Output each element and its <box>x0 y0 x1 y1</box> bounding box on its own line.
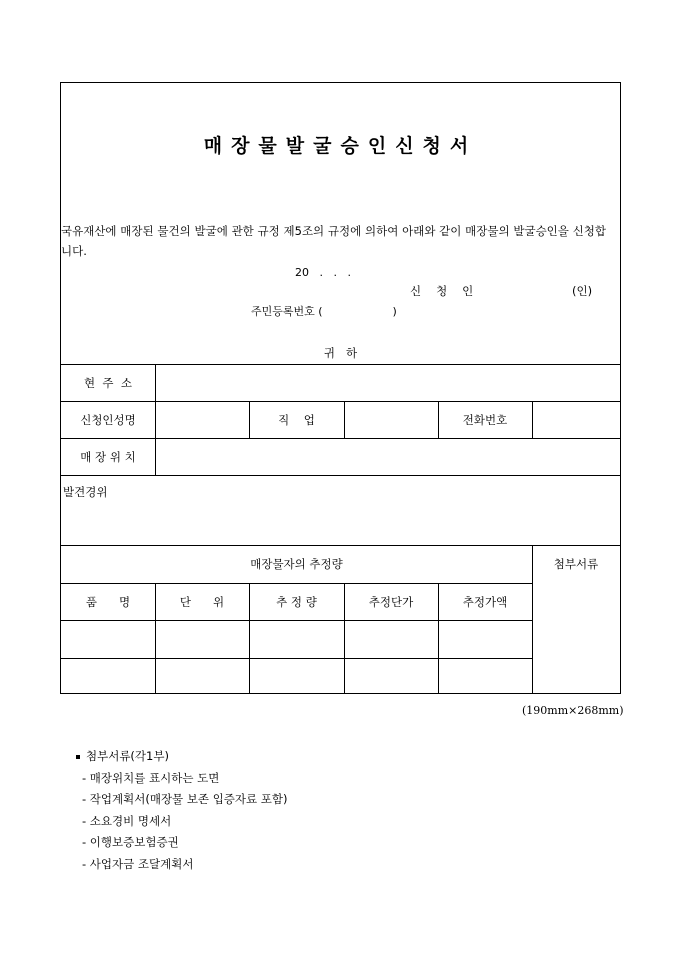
applicant-name-field[interactable] <box>155 401 249 438</box>
address-field[interactable] <box>155 364 620 401</box>
list-item: - 사업자금 조달계획서 <box>82 856 194 871</box>
column-header-unit: 단 위 <box>179 594 225 609</box>
location-field[interactable] <box>155 438 620 475</box>
phone-label: 전화번호 <box>462 412 508 427</box>
recipient-line: 귀 하 <box>323 346 358 360</box>
attachments-heading-text: 첨부서류(각1부) <box>86 749 169 763</box>
form-title: 매장물발굴승인신청서 <box>203 135 478 157</box>
applicant-name-label: 신청인성명 <box>80 412 136 427</box>
estimate-header: 매장물자의 추정량 <box>250 557 343 571</box>
intro-text: 국유재산에 매장된 물건의 발굴에 관한 규정 제5조의 규정에 의하여 아래와 같이 매장물의 발굴승인을 신청합니다. <box>61 224 606 258</box>
applicant-label: 신 청 인 <box>410 284 475 298</box>
occupation-label: 직 업 <box>278 412 315 427</box>
phone-field[interactable] <box>532 401 620 438</box>
attachments-list <box>76 746 288 875</box>
list-item: - 매장위치를 표시하는 도면 <box>82 770 220 785</box>
id-number-line: 주민등록번호 ( ) <box>251 305 397 318</box>
column-header-value: 추정가액 <box>462 594 508 609</box>
location-label: 매 장 위 치 <box>80 449 136 464</box>
column-header-quantity: 추 정 량 <box>276 594 317 609</box>
row-rule <box>61 620 533 621</box>
row-rule <box>61 658 533 659</box>
occupation-field[interactable] <box>344 401 438 438</box>
column-header-unit-price: 추정단가 <box>368 594 414 609</box>
date-line: 20 . . . <box>295 266 351 279</box>
paper-size-caption: (190mm×268mm) <box>522 704 624 717</box>
list-item: - 소요경비 명세서 <box>82 813 172 828</box>
seal-label: (인) <box>572 284 593 298</box>
list-item: - 작업계획서(매장물 보존 입증자료 포함) <box>82 792 288 806</box>
column-header-item: 품 명 <box>85 594 131 609</box>
application-form <box>60 82 621 694</box>
bullet-icon <box>76 755 80 759</box>
address-label: 현 주 소 <box>84 375 132 390</box>
attachments-header: 첨부서류 <box>553 557 599 571</box>
discovery-history-label: 발견경위 <box>63 485 108 499</box>
row-rule <box>61 475 620 476</box>
attachments-heading <box>76 746 288 768</box>
list-item: - 이행보증보험증권 <box>82 835 179 849</box>
